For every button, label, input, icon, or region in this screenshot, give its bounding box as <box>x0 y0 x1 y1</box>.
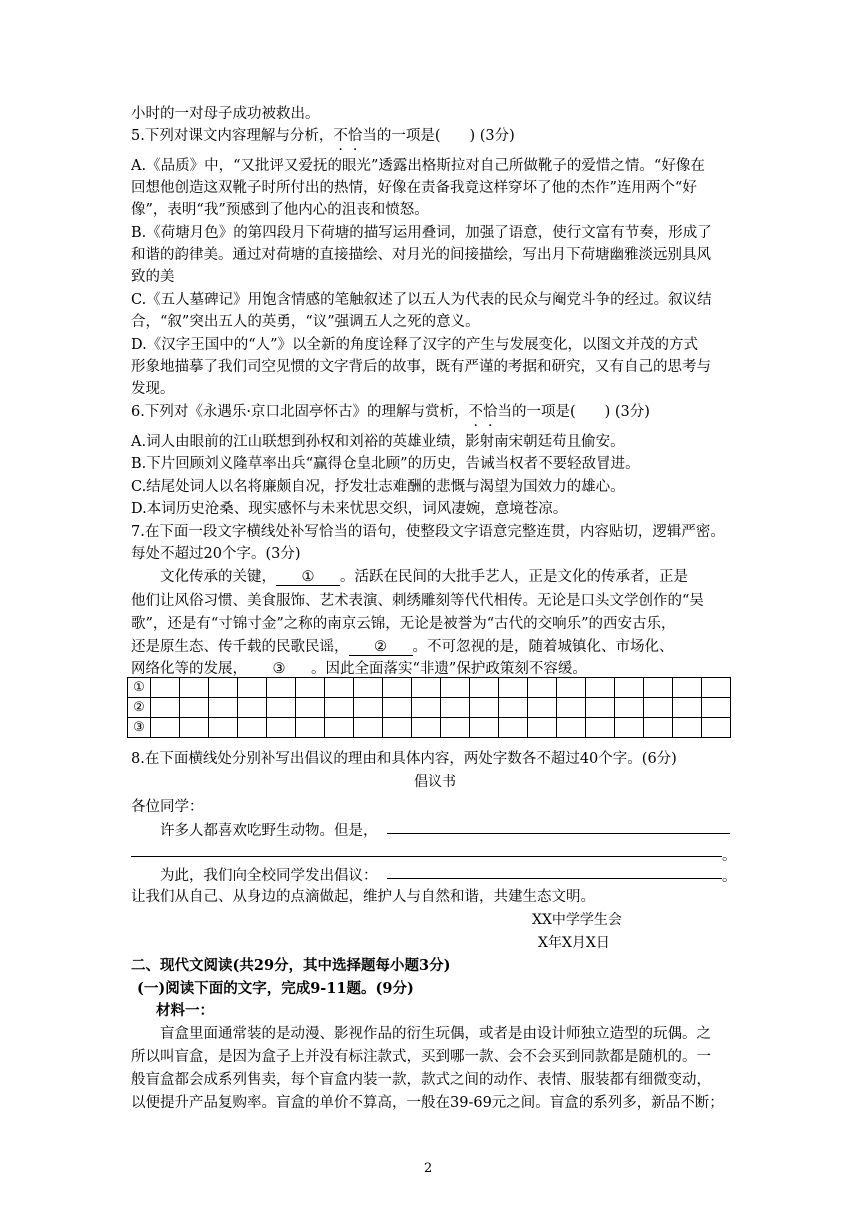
letter-greeting: 各位同学： <box>131 799 204 815</box>
grid-cell[interactable] <box>383 718 412 738</box>
grid-cell[interactable] <box>267 678 296 698</box>
grid-cell[interactable] <box>702 698 731 718</box>
grid-cell[interactable] <box>528 718 557 738</box>
grid-cell[interactable] <box>354 678 383 698</box>
answer-blank-2[interactable]: ② <box>349 639 413 656</box>
emphasis-dot-char: 恰 <box>347 128 363 144</box>
grid-cell[interactable] <box>702 718 731 738</box>
letter-line: 为此，我们向全校同学发出倡议： <box>160 868 378 884</box>
answer-blank-3[interactable]: ③ <box>247 661 311 678</box>
option-line: 致的美 <box>131 269 175 285</box>
option-line: 和谐的韵律美。通过对荷塘的直接描绘、对月光的间接描绘，写出月下荷塘幽雅淡远别具风 <box>131 247 711 263</box>
grid-cell[interactable] <box>586 678 615 698</box>
answer-line[interactable] <box>387 833 730 834</box>
grid-cell[interactable] <box>470 718 499 738</box>
grid-row <box>128 718 731 738</box>
answer-line[interactable] <box>131 856 722 857</box>
grid-cell[interactable] <box>209 678 238 698</box>
subsection-heading: (一)阅读下面的文字，完成9-11题。(9分) <box>137 980 414 997</box>
grid-cell[interactable] <box>267 718 296 738</box>
passage-line: 般盲盒都会成系列售卖，每个盲盒内装一款，款式之间的动作、表情、服装都有细微变动， <box>131 1072 711 1088</box>
grid-cell[interactable] <box>586 698 615 718</box>
grid-cell[interactable] <box>383 678 412 698</box>
question-8: 8.在下面横线处分别补写出倡议的理由和具体内容，两处字数各不超过40个字。(6分) <box>131 751 677 767</box>
option-line: 合，“叙”突出五人的英勇，“议”强调五人之死的意义。 <box>131 314 480 330</box>
grid-cell[interactable] <box>354 698 383 718</box>
grid-cell[interactable] <box>238 678 267 698</box>
grid-cell[interactable] <box>615 698 644 718</box>
grid-cell[interactable] <box>325 678 354 698</box>
passage-line: 所以叫盲盒，是因为盒子上并没有标注款式，买到哪一款、会不会买到同款都是随机的。一 <box>131 1049 711 1065</box>
grid-cell[interactable] <box>209 718 238 738</box>
grid-cell[interactable] <box>499 678 528 698</box>
grid-cell[interactable] <box>470 678 499 698</box>
question-7: 7.在下面一段文字横线处补写恰当的语句，使整段文字语意完整连贯，内容贴切，逻辑严密。 <box>131 524 725 540</box>
emphasis-dot-char: 不 <box>468 404 483 420</box>
option-line: C.《五人墓碑记》用饱含情感的笔触叙述了以五人为代表的民众与阉党斗争的经过。叙议结 <box>131 292 712 308</box>
grid-cell[interactable] <box>296 718 325 738</box>
passage-line: 网络化等的发展， ③ 。因此全面落实“非遗”保护政策刻不容缓。 <box>131 661 587 677</box>
grid-cell[interactable] <box>180 698 209 718</box>
question-6: 6.下列对《永遇乐·京口北固亭怀古》的理解与赏析，不恰当的一项是( ) (3分) <box>131 404 650 420</box>
option-line: C.结尾处词人以名将廉颇自况，抒发壮志难酬的悲慨与渴望为国效力的雄心。 <box>131 479 625 495</box>
option-line: D.《汉字王国中的“人”》以全新的角度诠释了汉字的产生与发展变化，以图文并茂的方式 <box>131 337 699 353</box>
grid-cell[interactable] <box>238 698 267 718</box>
answer-grid <box>127 677 731 738</box>
grid-cell[interactable] <box>151 718 180 738</box>
passage-line: 还是原生态、传千载的民歌民谣， ② 。不可忽视的是，随着城镇化、市场化、 <box>131 639 674 655</box>
grid-cell[interactable] <box>673 698 702 718</box>
letter-line: 让我们从自己、从身边的点滴做起，维护人与自然和谐，共建生态文明。 <box>131 889 595 905</box>
grid-cell[interactable] <box>296 698 325 718</box>
grid-cell[interactable] <box>412 718 441 738</box>
option-line: A.《品质》中，“又批评又爱抚的眼光”透露出格斯拉对自己所做靴子的爱惜之情。“好像在 <box>131 158 705 174</box>
grid-cell[interactable] <box>673 678 702 698</box>
question-7-cont: 每处不超过20个字。(3分) <box>131 546 301 562</box>
passage-line: 歌”，还是有“寸锦寸金”之称的南京云锦，无论是被誉为“古代的交响乐”的西安古乐， <box>131 616 676 632</box>
grid-cell[interactable] <box>151 678 180 698</box>
answer-blank-1[interactable]: ① <box>276 569 340 586</box>
passage-line: 以便提升产品复购率。盲盒的单价不算高，一般在39-69元之间。盲盒的系列多，新品不断； <box>131 1095 724 1111</box>
passage-line: 他们让风俗习惯、美食服饰、艺术表演、刺绣雕刻等代代相传。无论是口头文学创作的“吴 <box>131 593 704 609</box>
grid-cell[interactable] <box>441 678 470 698</box>
option-line: B.下片回顾刘义隆草率出兵“赢得仓皇北顾”的历史，告诫当权者不要轻敌冒进。 <box>131 456 640 472</box>
grid-cell[interactable] <box>325 718 354 738</box>
option-line: 发现。 <box>131 381 175 397</box>
grid-cell[interactable] <box>528 678 557 698</box>
material-label: 材料一： <box>156 1002 214 1019</box>
grid-row-label: ① <box>128 678 151 698</box>
passage-line: 盲盒里面通常装的是动漫、影视作品的衍生玩偶，或者是由设计师独立造型的玩偶。之 <box>160 1026 711 1042</box>
grid-cell[interactable] <box>557 698 586 718</box>
period-mark: 。 <box>722 869 737 885</box>
grid-cell[interactable] <box>499 698 528 718</box>
emphasis-dot-char: 不 <box>333 128 348 144</box>
grid-cell[interactable] <box>586 718 615 738</box>
option-line: D.本词历史沧桑、现实感怀与未来忧思交织，词风凄婉，意境苍凉。 <box>131 501 568 517</box>
grid-cell[interactable] <box>238 718 267 738</box>
option-line: B.《荷塘月色》的第四段月下荷塘的描写运用叠词，加强了语意，使行文富有节奏，形成了 <box>131 225 712 241</box>
grid-cell[interactable] <box>644 698 673 718</box>
passage-line: 文化传承的关键， ① 。活跃在民间的大批手艺人，正是文化的传承者，正是 <box>160 569 688 585</box>
grid-cell[interactable] <box>441 698 470 718</box>
grid-cell[interactable] <box>180 718 209 738</box>
grid-cell[interactable] <box>267 698 296 718</box>
grid-cell[interactable] <box>470 698 499 718</box>
grid-row-label: ③ <box>128 718 151 738</box>
grid-cell[interactable] <box>441 718 470 738</box>
grid-cell[interactable] <box>412 678 441 698</box>
grid-cell[interactable] <box>528 698 557 718</box>
grid-cell[interactable] <box>383 698 412 718</box>
letter-signature-org: XX中学学生会 <box>532 912 622 928</box>
grid-cell[interactable] <box>354 718 383 738</box>
emphasis-dot-char: 恰 <box>482 404 498 420</box>
grid-cell[interactable] <box>557 678 586 698</box>
question-5: 5.下列对课文内容理解与分析，不恰当的一项是( ) (3分) <box>131 128 515 144</box>
grid-cell[interactable] <box>412 698 441 718</box>
grid-cell[interactable] <box>702 678 731 698</box>
grid-row-label: ② <box>128 698 151 718</box>
text-line: 小时的一对母子成功被救出。 <box>131 106 320 122</box>
grid-cell[interactable] <box>325 698 354 718</box>
grid-cell[interactable] <box>615 678 644 698</box>
grid-row <box>128 698 731 718</box>
grid-cell[interactable] <box>673 718 702 738</box>
option-line: A.词人由眼前的江山联想到孙权和刘裕的英雄业绩，影射南宋朝廷苟且偷安。 <box>131 434 625 450</box>
option-line: 形象地描摹了我们司空见惯的文字背后的故事，既有严谨的考据和研究，又有自己的思考与 <box>131 359 711 375</box>
letter-title: 倡议书 <box>414 774 456 790</box>
answer-line[interactable] <box>387 878 722 879</box>
option-line: 像”，表明“我”预感到了他内心的沮丧和愤怒。 <box>131 202 429 218</box>
period-mark: 。 <box>722 848 737 864</box>
grid-cell[interactable] <box>209 698 238 718</box>
letter-signature-date: X年X月X日 <box>538 935 610 951</box>
letter-line: 许多人都喜欢吃野生动物。但是， <box>160 823 378 839</box>
grid-cell[interactable] <box>151 698 180 718</box>
grid-cell[interactable] <box>615 718 644 738</box>
page-number: 2 <box>424 1161 433 1176</box>
grid-cell[interactable] <box>499 718 528 738</box>
grid-cell[interactable] <box>644 678 673 698</box>
grid-cell[interactable] <box>557 718 586 738</box>
option-line: 回想他创造这双靴子时所付出的热情，好像在责备我竟这样穿坏了他的杰作”连用两个“好 <box>131 180 697 196</box>
grid-cell[interactable] <box>296 678 325 698</box>
section-heading: 二、现代文阅读(共29分，其中选择题每小题3分) <box>131 957 451 974</box>
grid-row <box>128 678 731 698</box>
grid-cell[interactable] <box>644 718 673 738</box>
grid-cell[interactable] <box>180 678 209 698</box>
